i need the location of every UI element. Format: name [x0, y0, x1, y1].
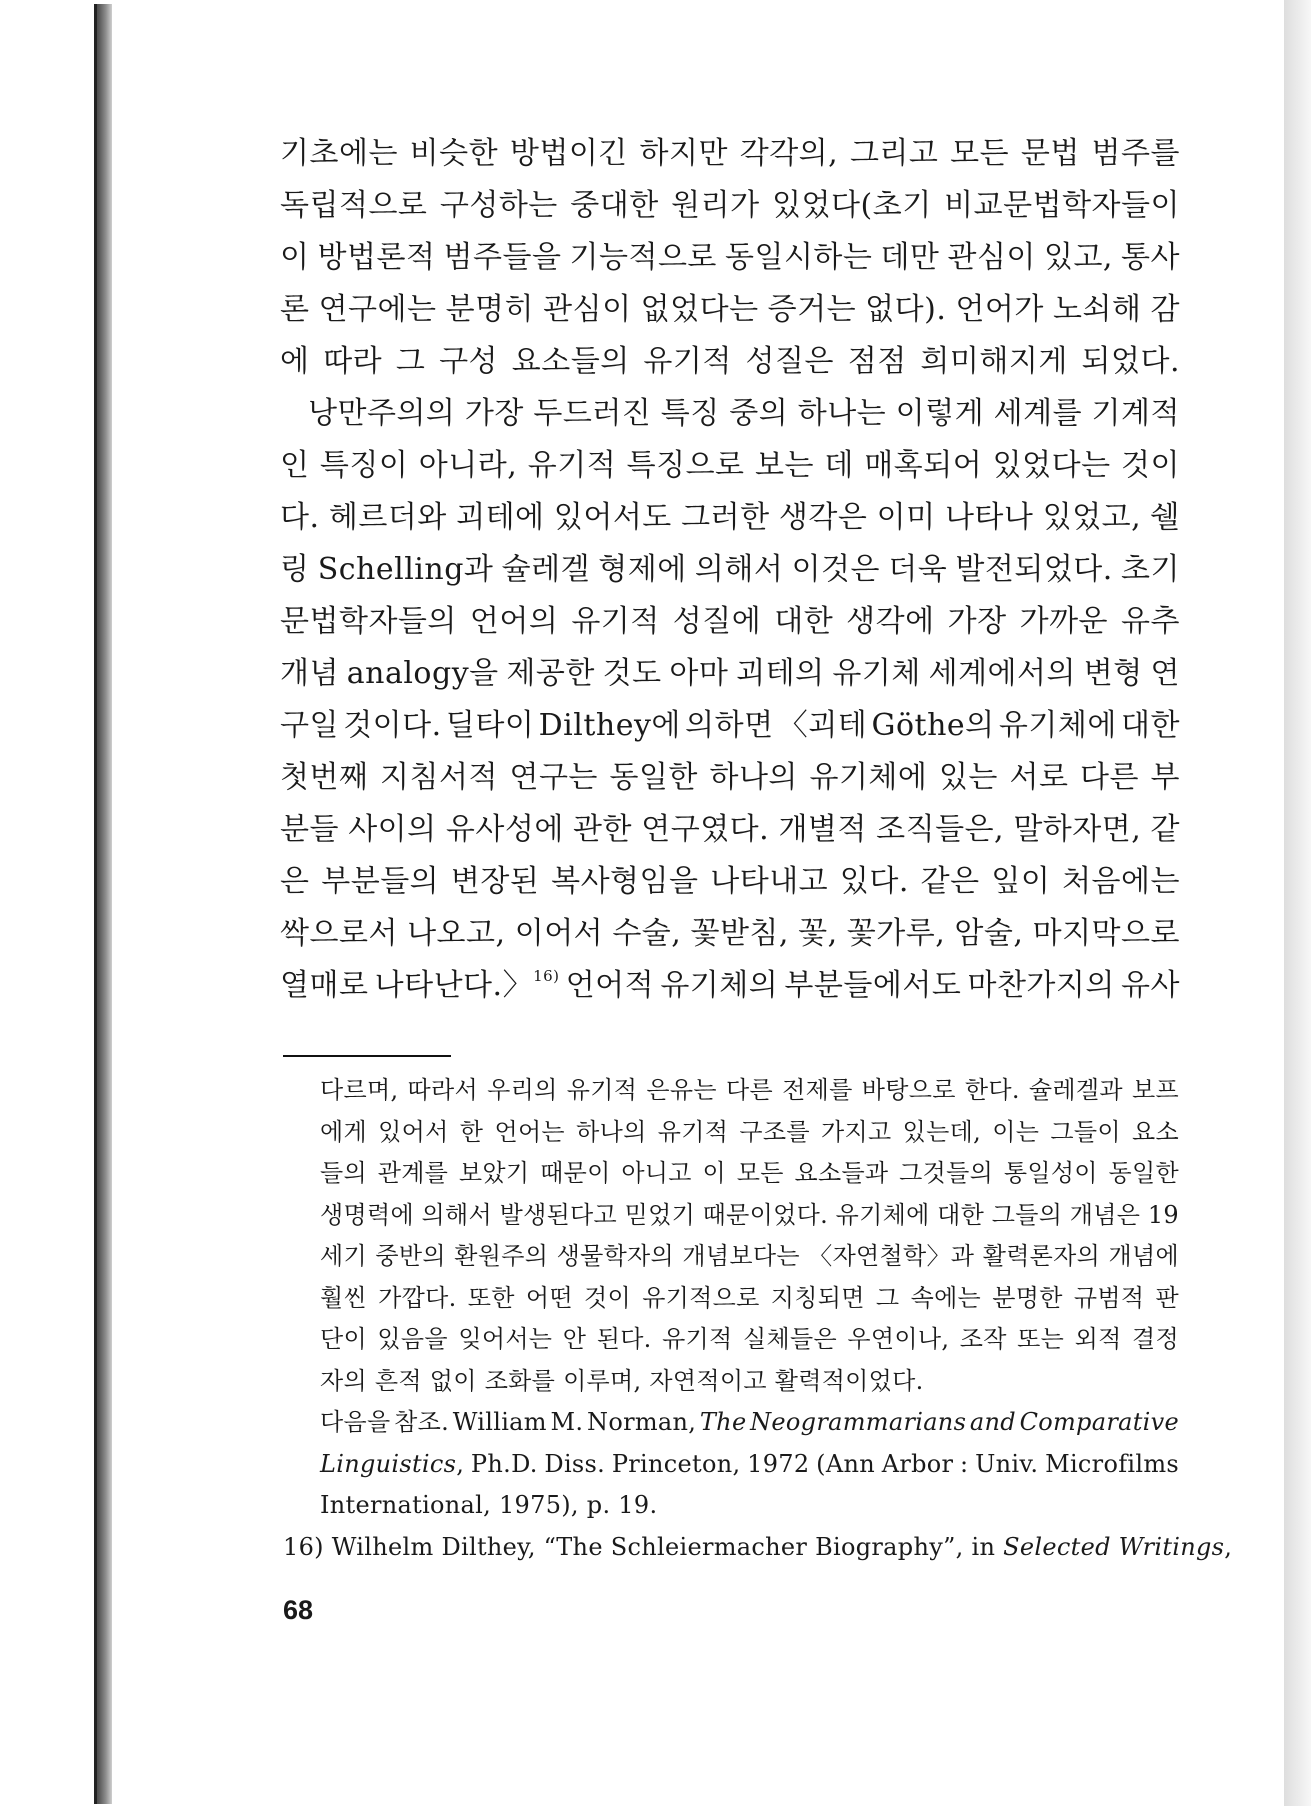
- body-text-segment: 언어적 유기체의 부분들에서도 마찬가지의 유사: [559, 968, 1181, 1003]
- page-number: 68: [283, 1595, 314, 1625]
- footnote-line: 단이 있음을 잊어서는 안 된다. 유기적 실체들은 우연이나, 조작 또는 외적 결정: [320, 1325, 1179, 1353]
- body-line: 첫번째 지침서적 연구는 동일한 하나의 유기체에 있는 서로 다른 부: [280, 760, 1180, 795]
- footnote-norman-line1: [283, 1402, 1179, 1444]
- footnote-line: 세기 중반의 환원주의 생물학자의 개념보다는 〈자연철학〉과 활력론자의 개념에: [320, 1242, 1179, 1270]
- footnote-rule: [283, 1055, 451, 1057]
- footnote16-lead: 16) Wilhelm Dilthey, “The Schleiermacher Biography”, in: [283, 1532, 1004, 1561]
- footnote-line: 들의 관계를 보았기 때문이 아니고 이 모든 요소들과 그것들의 통일성이 동일한: [320, 1159, 1179, 1187]
- body-line: 싹으로서 나오고, 이어서 수술, 꽃받침, 꽃, 꽃가루, 암술, 마지막으로: [280, 916, 1180, 951]
- body-line: 기초에는 비슷한 방법이긴 하지만 각각의, 그리고 모든 문법 범주를: [280, 136, 1180, 171]
- norman-title-part1: The Neogrammarians and Comparative: [699, 1408, 1179, 1436]
- footnote-line: 자의 흔적 없이 조화를 이루며, 자연적이고 활력적이었다.: [320, 1366, 924, 1395]
- footnote16-title: Selected Writings: [1003, 1532, 1225, 1561]
- footnote-line: 생명력에 의해서 발생된다고 믿었기 때문이었다. 유기체에 대한 그들의 개념은 19: [320, 1200, 1179, 1229]
- body-text: [280, 128, 1180, 1012]
- footnote-line: 에게 있어서 한 언어는 하나의 유기적 구조를 가지고 있는데, 이는 그들이 요소: [320, 1117, 1179, 1146]
- footnote-continued: [283, 1070, 1179, 1402]
- body-line: 개념 analogy을 제공한 것도 아마 괴테의 유기체 세계에서의 변형 연: [280, 656, 1180, 691]
- body-line: 에 따라 그 구성 요소들의 유기적 성질은 점점 희미해지게 되었다.: [280, 344, 1180, 379]
- body-line: 문법학자들의 언어의 유기적 성질에 대한 생각에 가장 가까운 유추: [280, 604, 1180, 639]
- body-text-segment: 열매로 나타난다.〉: [280, 968, 534, 1003]
- page-right-shade: [1284, 0, 1311, 1806]
- body-line-last: [280, 960, 1180, 1012]
- body-line: 이 방법론적 범주들을 기능적으로 동일시하는 데만 관심이 있고, 통사: [280, 240, 1180, 275]
- body-line: 론 연구에는 분명히 관심이 없었다는 증거는 없다). 언어가 노쇠해 감: [280, 292, 1180, 327]
- footnote-norman-line3: International, 1975), p. 19.: [320, 1491, 658, 1519]
- footnote-norman-line2: [283, 1444, 1179, 1486]
- footnote-line: 훨씬 가깝다. 또한 어떤 것이 유기적으로 지칭되면 그 속에는 분명한 규범적 판: [320, 1283, 1179, 1312]
- body-line: 독립적으로 구성하는 중대한 원리가 있었다(초기 비교문법학자들이: [280, 188, 1180, 223]
- body-line: 구일 것이다. 딜타이 Dilthey에 의하면 〈괴테 Göthe의 유기체에 대한: [280, 708, 1180, 743]
- body-line: 링 Schelling과 슐레겔 형제에 의해서 이것은 더욱 발전되었다. 초기: [280, 552, 1180, 587]
- body-line: 인 특징이 아니라, 유기적 특징으로 보는 데 매혹되어 있었다는 것이: [280, 448, 1180, 483]
- book-spine-edge: [94, 4, 97, 1804]
- body-line: 분들 사이의 유사성에 관한 연구였다. 개별적 조직들은, 말하자면, 같: [280, 812, 1180, 847]
- body-line: 낭만주의의 가장 두드러진 특징 중의 하나는 이렇게 세계를 기계적: [308, 396, 1180, 431]
- footnote-16: [283, 1527, 1233, 1569]
- norman-rest: , Ph.D. Diss. Princeton, 1972 (Ann Arbor : Univ. Microfilms: [456, 1449, 1179, 1478]
- footnote-marker-16: 16): [533, 967, 560, 985]
- body-line: 은 부분들의 변장된 복사형임을 나타내고 있다. 같은 잎이 처음에는: [280, 864, 1180, 899]
- body-line: 다. 헤르더와 괴테에 있어서도 그러한 생각은 이미 나타나 있었고, 쉘: [280, 500, 1180, 535]
- footnote16-tail: ,: [1224, 1532, 1233, 1561]
- norman-lead: 다음을 참조. William M. Norman,: [320, 1408, 700, 1436]
- footnote-line: 다르며, 따라서 우리의 유기적 은유는 다른 전제를 바탕으로 한다. 슐레겔과 보프: [320, 1076, 1179, 1104]
- norman-title-part2: Linguistics: [320, 1449, 457, 1478]
- footnotes: [283, 1070, 1233, 1568]
